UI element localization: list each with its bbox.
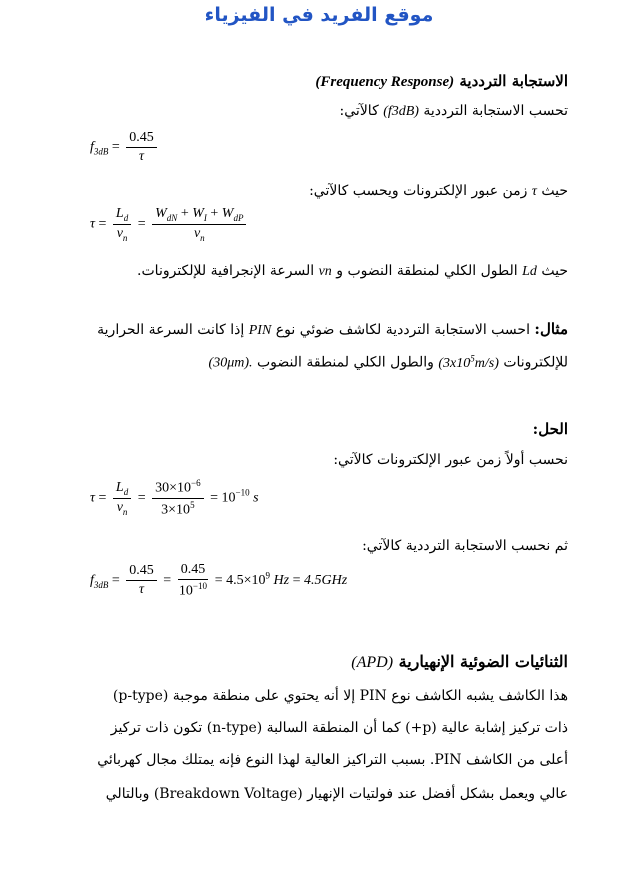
eq3-result: 10 xyxy=(221,490,236,506)
eq2-frac1-den-sub: n xyxy=(122,232,128,243)
where-tau-line xyxy=(309,183,568,200)
equation-f3db-value: $f_{3dB}$ = $\frac{0.45}{\tau}$ = $\frac{0.45}{10^{-10}}$ = $4.5\times 10^9$ Hz = 4.5GHz xyxy=(90,562,348,599)
intro-line xyxy=(340,103,568,120)
eq4-val: 4.5×10 xyxy=(226,573,266,589)
solution-step-2: ثم نحسب الاستجابة الترددية كالآتي: xyxy=(362,538,568,554)
eq3-num-sup: −6 xyxy=(191,478,201,488)
example-label: مثال: xyxy=(534,320,568,338)
eq3-frac1-den: v xyxy=(116,499,123,515)
eq4-den2-sup: −10 xyxy=(192,581,207,591)
where-tau-text: زمن عبور الإلكترونات ويحسب كالآتي: xyxy=(309,183,528,199)
eq4-val2: 4.5GHz xyxy=(303,573,348,589)
example-tail-1: إذا كانت السرعة الحرارية xyxy=(97,322,245,338)
eq1-lhs: f xyxy=(90,139,94,155)
eq2-w3-sub: dP xyxy=(233,212,244,223)
eq4-num2: 0.45 xyxy=(178,562,209,580)
intro-text: تحسب الاستجابة الترددية xyxy=(423,103,568,119)
eq1-numerator: 0.45 xyxy=(126,130,157,148)
eq2-frac2-den: v xyxy=(193,225,201,241)
eq2-fraction-1 xyxy=(113,206,131,243)
eq2-lhs: τ xyxy=(90,216,96,232)
equation-tau-value: τ = $\frac{L_d}{v_n}$ = $\frac{30\times 10^{-6}}{3\times 10^5}$ = $10^{-10}$ s xyxy=(90,478,259,518)
eq3-fraction-1 xyxy=(113,480,131,517)
where2-label: حيث xyxy=(541,263,568,279)
eq3-den-sup: 5 xyxy=(190,499,195,510)
solution-step-1: نحسب أولاً زمن عبور الإلكترونات كالآتي: xyxy=(333,452,568,468)
eq3-result-sup: −10 xyxy=(235,487,250,498)
heading-english: (Frequency Response) xyxy=(315,74,455,90)
eq2-frac1-den: v xyxy=(116,225,123,241)
example-text-2: للإلكترونات xyxy=(503,354,568,371)
where-ld-line xyxy=(137,263,568,280)
apd-heading-english: (APD) xyxy=(351,654,394,671)
eq2-w1-sub: dN xyxy=(166,212,178,223)
eq2-w2: W xyxy=(192,206,204,221)
equation-f3db: $f_{3dB}$ = $\frac{0.45}{\tau}$ xyxy=(90,130,160,165)
site-title: موقع الفريد في الفيزياء xyxy=(204,4,434,26)
example-text-1: احسب الاستجابة الترددية لكاشف ضوئي نوع xyxy=(275,322,530,338)
apd-line-3: أعلى من الكاشف PIN. بسبب التراكيز العالية لهذا النوع فإنه يمتلك مجال كهربائي xyxy=(97,752,568,768)
eq2-fraction-2: $\frac{W_{dN} + W_I + W_{dP}}{v_n}$ xyxy=(152,206,246,243)
eq3-fraction-2 xyxy=(152,478,203,518)
heading-arabic: الاستجابة الترددية xyxy=(459,72,568,90)
eq4-unit: Hz xyxy=(273,573,290,589)
where2-tail: السرعة الإنجرافية للإلكترونات. xyxy=(137,263,315,279)
vn-symbol: vn xyxy=(318,264,332,279)
apd-line-4: عالي ويعمل بشكل أفضل عند فولتيات الإنهيار (Breakdown Voltage) وبالتالي xyxy=(105,786,568,802)
eq1-denominator: τ xyxy=(139,149,145,164)
where2-mid: الطول الكلي لمنطقة النضوب و xyxy=(336,263,518,279)
eq3-frac1-num: L xyxy=(115,479,124,495)
eq1-lhs-sub: 3dB xyxy=(93,146,109,157)
eq3-lhs: τ xyxy=(90,490,96,506)
eq2-frac1-num-sub: d xyxy=(123,212,129,223)
eq2-w2-sub: I xyxy=(203,212,207,223)
example-speed-unit: m/s) xyxy=(474,355,499,371)
eq4-num: 0.45 xyxy=(126,563,157,581)
eq4-val-sup: 9 xyxy=(265,570,271,581)
example-line-1 xyxy=(97,320,568,339)
eq3-unit: s xyxy=(253,490,259,506)
example-speed: (3x10 xyxy=(438,355,471,371)
eq2-frac2-den-sub: n xyxy=(200,232,205,243)
apd-line-2: ذات تركيز إشابة عالية (p+) كما أن المنطقة السالبة (n-type) تكون ذات تركيز xyxy=(110,720,568,736)
eq1-fraction xyxy=(126,130,157,165)
eq4-lhs: f xyxy=(90,573,94,589)
eq4-fraction-1 xyxy=(126,563,157,598)
ld-symbol: Ld xyxy=(522,264,537,279)
section-heading-frequency-response xyxy=(315,72,568,91)
apd-line-1: هذا الكاشف يشبه الكاشف نوع PIN إلا أنه يحتوي على منطقة موجبة (p-type) xyxy=(112,688,568,704)
eq3-frac1-den-sub: n xyxy=(122,506,128,517)
eq2-w1: W xyxy=(155,206,167,221)
example-length: (30μm). xyxy=(208,355,253,371)
section-heading-apd xyxy=(351,652,568,672)
eq4-den: τ xyxy=(139,582,145,598)
example-line-2 xyxy=(209,353,568,372)
eq4-lhs-sub: 3dB xyxy=(93,579,109,590)
example-mid-2: والطول الكلي لمنطقة النضوب xyxy=(256,354,434,371)
eq4-fraction-2 xyxy=(178,562,209,600)
eq2-w3: W xyxy=(221,206,234,221)
example-pin: PIN xyxy=(248,323,272,338)
example-speed-sup: 5 xyxy=(470,353,475,363)
eq3-den: 3×10 xyxy=(161,502,191,518)
eq3-frac1-num-sub: d xyxy=(123,486,129,497)
intro-tail: كالآتي: xyxy=(339,103,379,119)
apd-heading-arabic: الثنائيات الضوئية الإنهيارية xyxy=(398,652,568,671)
where-label: حيث xyxy=(541,183,568,199)
intro-symbol: (f3dB) xyxy=(383,104,419,119)
equation-tau: τ = $\frac{L_d}{v_n}$ = $\frac{W_{dN} + W_I + W_{dP}}{v_n}$ xyxy=(90,206,249,243)
eq2-frac1-num: L xyxy=(115,206,124,221)
solution-label: الحل: xyxy=(532,420,568,438)
eq3-num: 30×10 xyxy=(155,480,192,496)
tau-symbol: τ xyxy=(531,184,537,199)
eq4-den2: 10 xyxy=(178,583,193,599)
